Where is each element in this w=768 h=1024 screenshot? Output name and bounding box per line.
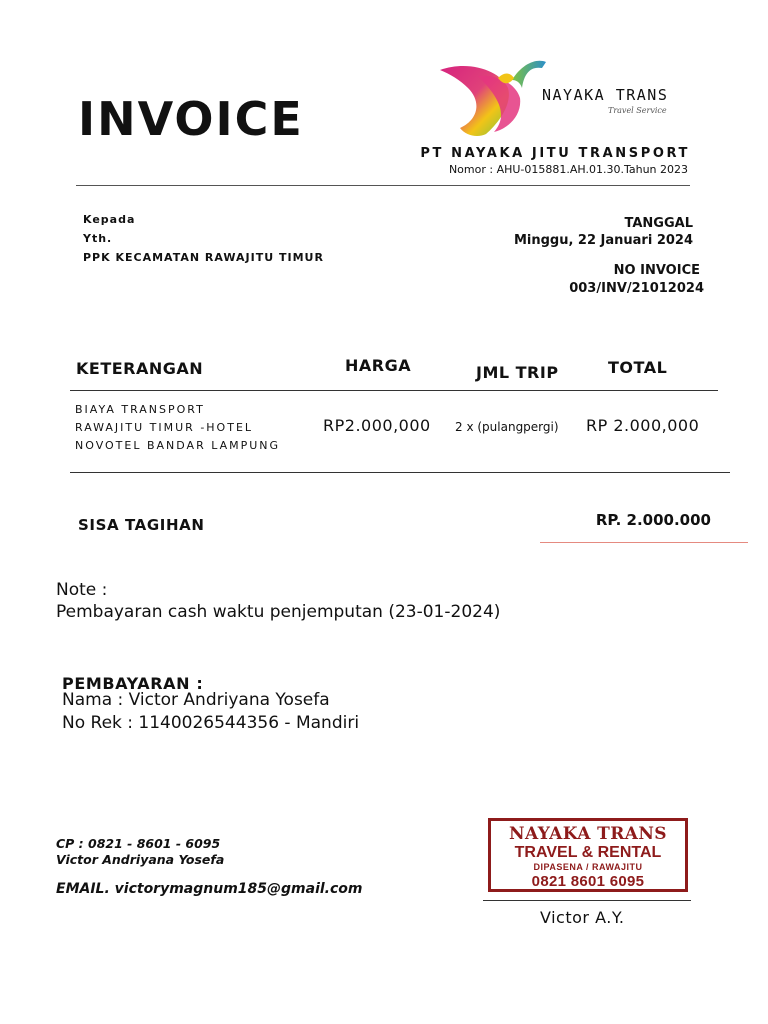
- company-registration: Nomor : AHU-015881.AH.01.30.Tahun 2023: [448, 163, 688, 176]
- column-header-price: HARGA: [345, 356, 412, 375]
- company-logo: [438, 58, 688, 142]
- date-value: Minggu, 22 Januari 2024: [513, 233, 693, 248]
- table-bottom-divider: [70, 472, 730, 473]
- column-header-total: TOTAL: [608, 358, 668, 377]
- table-row-price: RP2.000,000: [323, 416, 431, 435]
- recipient-line-3: PPK KECAMATAN RAWAJITU TIMUR: [83, 251, 324, 264]
- payment-account-name: Nama : Victor Andriyana Yosefa: [62, 690, 330, 710]
- date-label: TANGGAL: [624, 216, 693, 231]
- recipient-line-2: Yth.: [83, 232, 113, 245]
- logo-wordmark: NAYAKA TRANS: [542, 86, 669, 104]
- description-line: RAWAJITU TIMUR -HOTEL: [75, 421, 254, 434]
- recipient-line-1: Kepada: [83, 213, 136, 226]
- company-name: PT NAYAKA JITU TRANSPORT: [420, 146, 690, 161]
- table-row-total: RP 2.000,000: [586, 416, 700, 435]
- invoice-number-label: NO INVOICE: [613, 263, 700, 278]
- description-line: BIAYA TRANSPORT: [75, 403, 205, 416]
- table-row-description: [75, 401, 280, 455]
- balance-due-label: SISA TAGIHAN: [78, 516, 205, 534]
- stamp-line-3: DIPASENA / RAWAJITU: [533, 862, 643, 872]
- table-row-trips: 2 x (pulangpergi): [455, 420, 559, 434]
- header-divider: [76, 185, 690, 186]
- signature-line: [483, 900, 691, 901]
- stamp-line-4: 0821 8601 6095: [531, 873, 645, 890]
- logo-tagline: Travel Service: [608, 106, 667, 115]
- company-stamp: [488, 818, 688, 892]
- contact-email: EMAIL. victorymagnum185@gmail.com: [56, 881, 363, 897]
- payment-label: PEMBAYARAN :: [62, 674, 204, 693]
- table-header-divider: [70, 390, 718, 391]
- column-header-description: KETERANGAN: [76, 359, 204, 378]
- note-label: Note :: [56, 580, 108, 600]
- contact-name: Victor Andriyana Yosefa: [56, 852, 225, 867]
- invoice-title: INVOICE: [78, 92, 304, 146]
- balance-underline: [540, 542, 748, 543]
- stamp-line-1: NAYAKA TRANS: [509, 824, 667, 844]
- payment-account-number: No Rek : 1140026544356 - Mandiri: [62, 713, 360, 733]
- stamp-line-2: TRAVEL & RENTAL: [514, 844, 662, 861]
- balance-due-value: RP. 2.000.000: [595, 511, 711, 529]
- contact-phone: CP : 0821 - 8601 - 6095: [56, 836, 221, 851]
- invoice-number-value: 003/INV/21012024: [569, 281, 704, 296]
- description-line: NOVOTEL BANDAR LAMPUNG: [75, 439, 281, 452]
- column-header-trips: JML TRIP: [476, 363, 559, 382]
- signer-name: Victor A.Y.: [540, 908, 625, 927]
- recipient-block: [83, 210, 324, 267]
- note-text: Pembayaran cash waktu penjemputan (23-01-2024): [56, 602, 501, 622]
